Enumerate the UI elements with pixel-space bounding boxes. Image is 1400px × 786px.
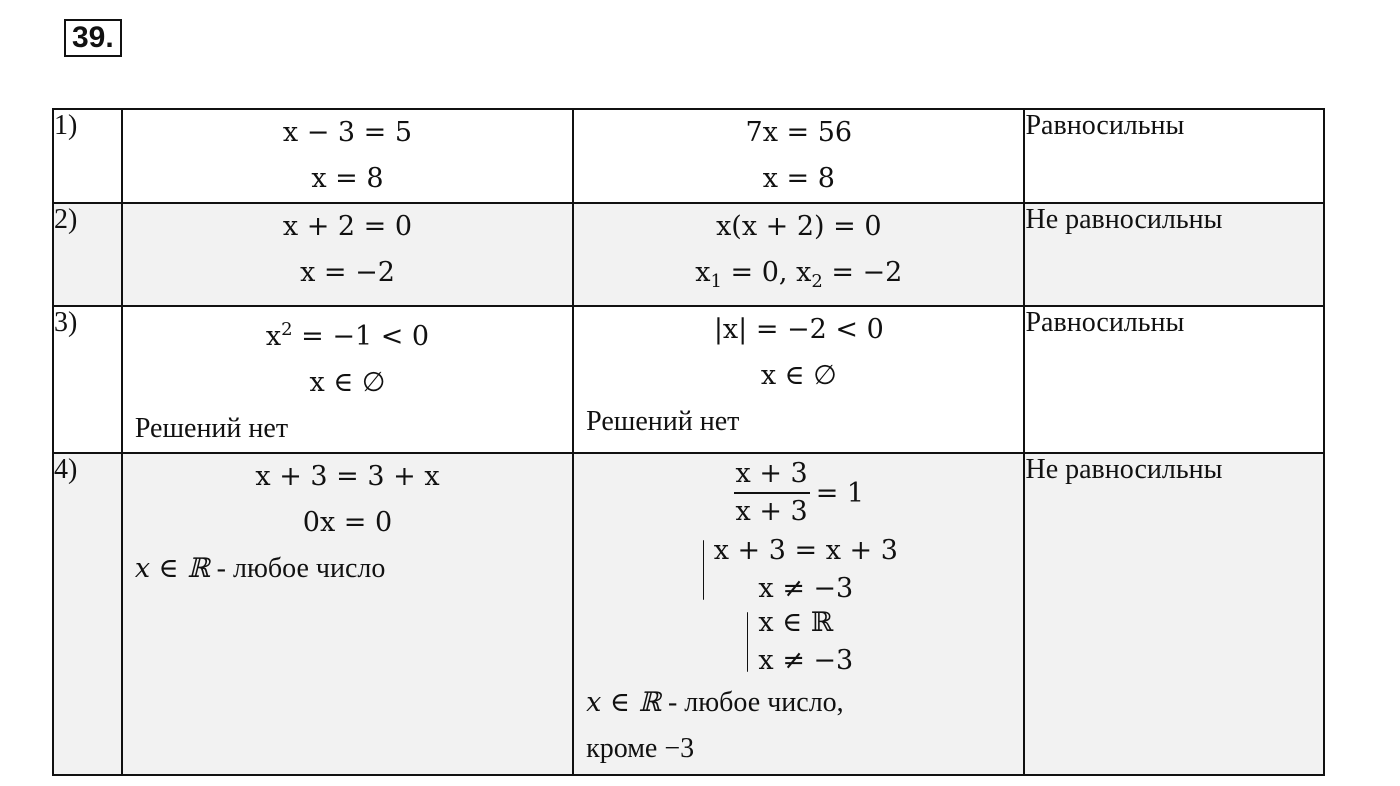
verdict: Равносильны <box>1024 109 1324 203</box>
equation: 7x = 56 <box>745 117 853 148</box>
equation-rest: = −1 < 0 <box>292 321 430 352</box>
row-number: 3) <box>53 306 122 453</box>
root-separator: = 0, <box>721 257 797 288</box>
equation: x − 3 = 5 <box>282 117 413 148</box>
solution-set: x ∈ ℝ <box>134 553 210 584</box>
solution-note <box>574 680 1023 726</box>
system-set: x ∈ ℝ <box>758 607 834 638</box>
second-equation-cell <box>573 306 1024 453</box>
root-2-var: x <box>796 257 812 288</box>
second-equation-cell <box>573 109 1024 203</box>
exponent: 2 <box>281 319 293 340</box>
root-2-value: = −2 <box>822 257 903 288</box>
exception-note: кроме −3 <box>586 733 695 764</box>
equation: |x| = −2 < 0 <box>713 314 884 345</box>
brace-icon <box>744 604 754 680</box>
equation <box>123 307 572 360</box>
first-equation-cell <box>122 453 573 775</box>
solution: x ∈ ∅ <box>309 367 386 398</box>
system-equation: x + 3 = x + 3 <box>713 535 898 566</box>
table-row-1 <box>53 109 1324 203</box>
first-equation-cell <box>122 203 573 306</box>
equation: x + 2 = 0 <box>282 211 413 242</box>
system-2 <box>574 604 1023 680</box>
fraction-numerator: x + 3 <box>735 458 808 489</box>
solution-text: - любое число <box>209 553 386 584</box>
first-equation-cell <box>122 109 573 203</box>
solution: x = 8 <box>762 163 835 194</box>
second-equation-cell <box>573 203 1024 306</box>
fraction <box>734 456 810 530</box>
problem-number: 39. <box>64 19 122 57</box>
solution-note <box>123 546 572 592</box>
row-number: 4) <box>53 453 122 775</box>
base: x <box>265 321 282 352</box>
table-row-2 <box>53 203 1324 306</box>
row-number: 1) <box>53 109 122 203</box>
table-row-3 <box>53 306 1324 453</box>
system-1 <box>574 532 1023 608</box>
solution: x ∈ ∅ <box>760 360 837 391</box>
fraction-rhs: = 1 <box>815 477 865 509</box>
verdict: Равносильны <box>1024 306 1324 453</box>
solution-set: x ∈ ℝ <box>586 687 661 718</box>
fraction-equation <box>574 454 1023 530</box>
equation: x(x + 2) = 0 <box>716 211 882 242</box>
solutions-table <box>52 108 1325 776</box>
fraction-denominator: x + 3 <box>734 492 810 530</box>
second-equation-cell <box>573 453 1024 775</box>
solution <box>574 250 1023 305</box>
row-number: 2) <box>53 203 122 306</box>
system-condition: x ≠ −3 <box>758 573 854 604</box>
solution: x = −2 <box>300 257 395 288</box>
no-solutions-note: Решений нет <box>134 413 289 444</box>
verdict: Не равносильны <box>1024 453 1324 775</box>
solution: x = 8 <box>311 163 384 194</box>
verdict: Не равносильны <box>1024 203 1324 306</box>
root-1-var: x <box>695 257 711 288</box>
first-equation-cell <box>122 306 573 453</box>
root-2-index: 2 <box>811 271 823 292</box>
equation: x + 3 = 3 + x <box>255 461 440 492</box>
simplified-equation: 0x = 0 <box>302 507 393 538</box>
system-condition: x ≠ −3 <box>758 645 854 676</box>
table-row-4 <box>53 453 1324 775</box>
brace-icon <box>700 532 710 608</box>
no-solutions-note: Решений нет <box>586 406 740 437</box>
solution-text: - любое число, <box>660 687 844 718</box>
root-1-index: 1 <box>710 271 722 292</box>
